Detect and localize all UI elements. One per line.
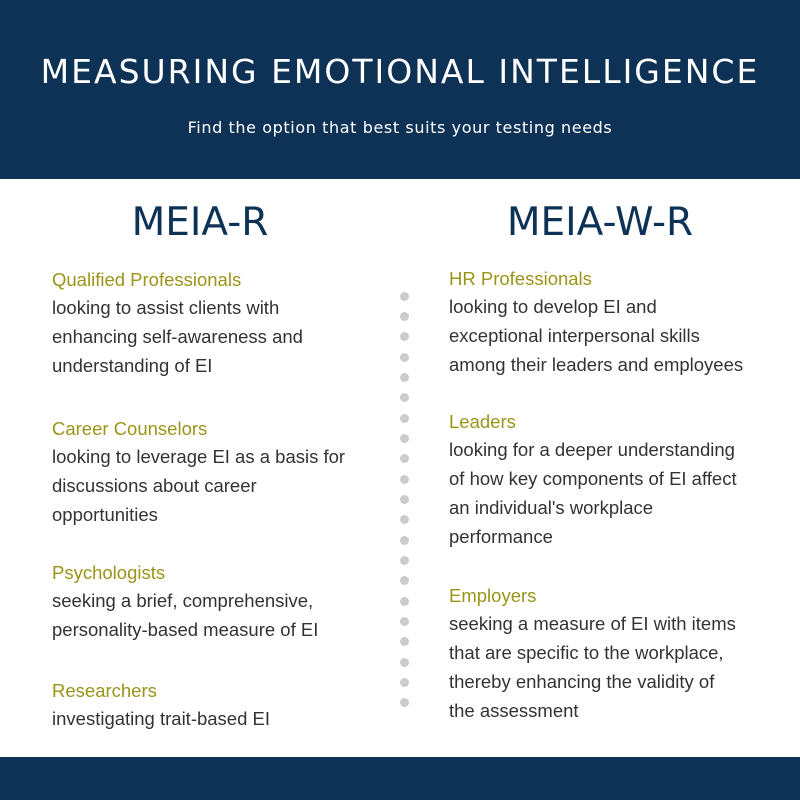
description-line: of how key components of EI affect: [449, 468, 737, 489]
divider-dot: [400, 454, 409, 463]
divider-dot: [400, 576, 409, 585]
divider-dot: [400, 678, 409, 687]
list-item: [52, 560, 392, 644]
item-heading: Employers: [449, 585, 537, 606]
dotted-divider: [398, 292, 412, 712]
description-line: that are specific to the workplace,: [449, 642, 724, 663]
description-line: exceptional interpersonal skills: [449, 325, 700, 346]
column-title-meia-r: MEIA-R: [131, 200, 269, 245]
list-item: [52, 267, 392, 380]
item-description: [449, 435, 789, 551]
description-line: enhancing self-awareness and: [52, 326, 303, 347]
item-heading: Leaders: [449, 411, 516, 432]
description-line: performance: [449, 526, 553, 547]
description-line: the assessment: [449, 700, 579, 721]
description-line: an individual's workplace: [449, 497, 654, 518]
description-line: personality-based measure of EI: [52, 619, 319, 640]
item-description: [52, 586, 392, 644]
item-heading: Researchers: [52, 680, 157, 701]
divider-dot: [400, 658, 409, 667]
divider-dot: [400, 698, 409, 707]
divider-dot: [400, 332, 409, 341]
divider-dot: [400, 434, 409, 443]
divider-dot: [400, 373, 409, 382]
divider-dot: [400, 617, 409, 626]
divider-dot: [400, 353, 409, 362]
item-description: [52, 704, 392, 733]
item-description: [52, 293, 392, 380]
divider-dot: [400, 414, 409, 423]
item-description: [449, 292, 789, 379]
column-title-meia-w-r: MEIA-W-R: [506, 200, 694, 245]
item-heading: HR Professionals: [449, 268, 592, 289]
description-line: understanding of EI: [52, 355, 213, 376]
description-line: discussions about career: [52, 475, 257, 496]
list-item: [52, 678, 392, 733]
item-heading: Career Counselors: [52, 418, 208, 439]
list-item: [449, 266, 789, 379]
divider-dot: [400, 515, 409, 524]
description-line: seeking a brief, comprehensive,: [52, 590, 314, 611]
divider-dot: [400, 475, 409, 484]
header-banner: [0, 0, 800, 179]
list-item: [449, 583, 789, 725]
page-subtitle: Find the option that best suits your testing needs: [187, 118, 613, 137]
divider-dot: [400, 495, 409, 504]
description-line: looking to assist clients with: [52, 297, 280, 318]
description-line: looking for a deeper understanding: [449, 439, 735, 460]
description-line: opportunities: [52, 504, 158, 525]
item-description: [449, 609, 789, 725]
divider-dot: [400, 597, 409, 606]
divider-dot: [400, 393, 409, 402]
divider-dot: [400, 556, 409, 565]
item-description: [52, 442, 392, 529]
list-item: [449, 409, 789, 551]
footer-band: [0, 757, 800, 800]
description-line: among their leaders and employees: [449, 354, 744, 375]
page-title: MEASURING EMOTIONAL INTELLIGENCE: [40, 52, 760, 91]
divider-dot: [400, 292, 409, 301]
divider-dot: [400, 536, 409, 545]
description-line: looking to develop EI and: [449, 296, 657, 317]
description-line: thereby enhancing the validity of: [449, 671, 715, 692]
description-line: looking to leverage EI as a basis for: [52, 446, 346, 467]
divider-dot: [400, 312, 409, 321]
description-line: seeking a measure of EI with items: [449, 613, 736, 634]
divider-dot: [400, 637, 409, 646]
item-heading: Qualified Professionals: [52, 269, 242, 290]
list-item: [52, 416, 392, 529]
description-line: investigating trait-based EI: [52, 708, 271, 729]
item-heading: Psychologists: [52, 562, 166, 583]
